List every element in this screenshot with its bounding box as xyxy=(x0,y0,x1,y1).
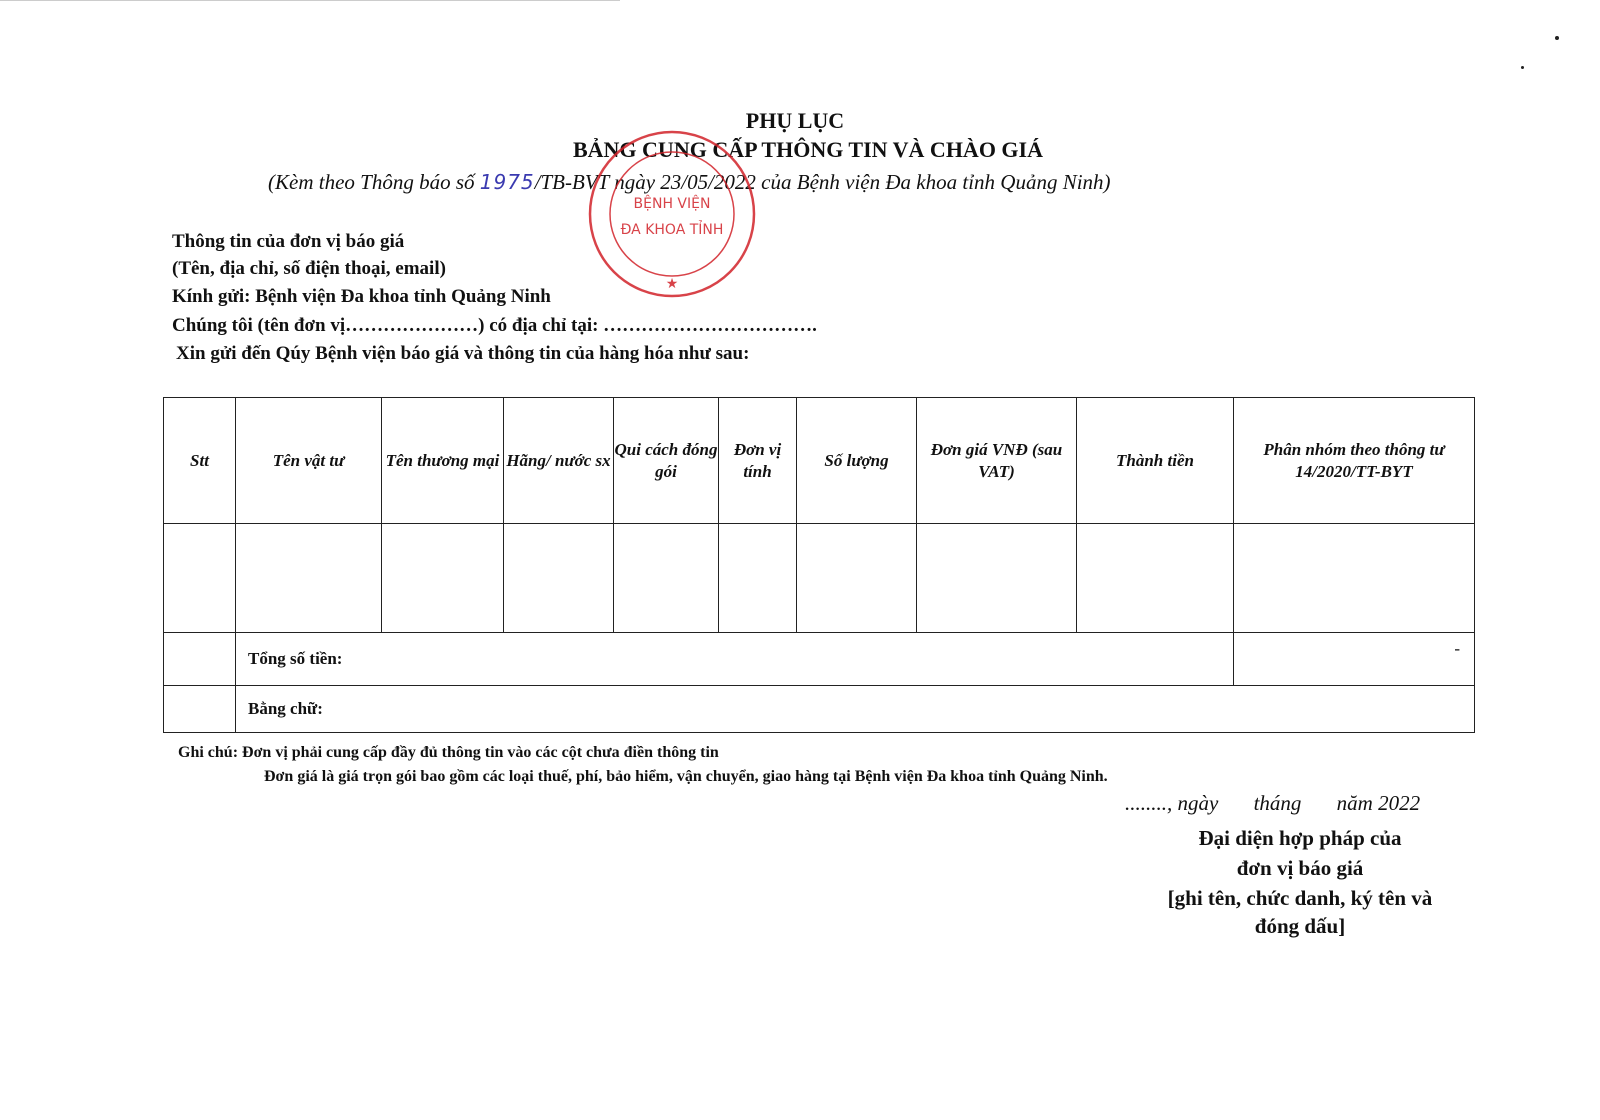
info-line-1: Thông tin của đơn vị báo giá xyxy=(172,231,405,252)
scan-edge-line xyxy=(0,0,620,1)
document-subtitle: BẢNG CUNG CẤP THÔNG TIN VÀ CHÀO GIÁ xyxy=(572,137,1043,162)
total-row xyxy=(164,633,1475,686)
table-cell[interactable] xyxy=(382,524,504,633)
header-cell-amount: Thành tiền xyxy=(1077,398,1234,524)
header-cell-trade-name: Tên thương mại xyxy=(382,398,504,524)
table-cell[interactable] xyxy=(1234,524,1475,633)
note-line-2: Đơn giá là giá trọn gói bao gồm các loại thuế, phí, bảo hiểm, vận chuyển, giao hàng tại Bệnh viện Đa khoa tỉnh Quảng Ninh. xyxy=(264,768,1108,785)
table-cell[interactable] xyxy=(504,524,614,633)
header-cell-quantity: Số lượng xyxy=(797,398,917,524)
table-cell[interactable] xyxy=(719,524,797,633)
table-cell xyxy=(164,686,236,733)
stamp-text-2: ĐA KHOA TỈNH xyxy=(620,222,724,238)
info-line-4: Chúng tôi (tên đơn vị…………………) có địa chỉ tại: ……………………………. xyxy=(172,315,817,336)
signature-line-4: đóng dấu] xyxy=(1254,914,1346,938)
info-line-5: Xin gửi đến Qúy Bệnh viện báo giá và thông tin của hàng hóa như sau: xyxy=(176,343,750,364)
words-label: Bằng chữ: xyxy=(236,686,1475,733)
table-cell xyxy=(164,633,236,686)
table-cell[interactable] xyxy=(236,524,382,633)
table-cell[interactable] xyxy=(614,524,719,633)
header-cell-item-name: Tên vật tư xyxy=(236,398,382,524)
date-day: ........, ngày xyxy=(1125,791,1219,815)
reference-suffix: /TB-BVT ngày 23/05/2022 của Bệnh viện Đa khoa tỉnh Quảng Ninh) xyxy=(534,170,1111,194)
note-line-1: Ghi chú: Đơn vị phải cung cấp đầy đủ thông tin vào các cột chưa điền thông tin xyxy=(178,744,719,761)
scan-speck xyxy=(1521,66,1524,69)
header-cell-group: Phân nhóm theo thông tư 14/2020/TT-BYT xyxy=(1234,398,1475,524)
header-cell-unit-price: Đơn giá VNĐ (sau VAT) xyxy=(917,398,1077,524)
info-line-2: (Tên, địa chỉ, số điện thoại, email) xyxy=(172,258,446,279)
signature-line-2: đơn vị báo giá xyxy=(1236,856,1364,880)
words-row xyxy=(164,686,1475,733)
header-cell-packaging: Qui cách đóng gói xyxy=(614,398,719,524)
table-cell[interactable] xyxy=(917,524,1077,633)
document-title: PHỤ LỤC xyxy=(745,108,845,133)
date-month: tháng xyxy=(1253,791,1302,815)
stamp-star-icon: ★ xyxy=(665,277,679,292)
date-year: năm 2022 xyxy=(1336,791,1421,815)
header-cell-manufacturer: Hãng/ nước sx xyxy=(504,398,614,524)
header-cell-unit: Đơn vị tính xyxy=(719,398,797,524)
signature-line-3: [ghi tên, chức danh, ký tên và xyxy=(1167,886,1433,910)
reference-prefix: (Kèm theo Thông báo số xyxy=(268,170,475,194)
table-row xyxy=(164,524,1475,633)
scan-speck xyxy=(1555,36,1559,40)
quotation-table xyxy=(163,397,1475,733)
stamp-text-1: BỆNH VIỆN xyxy=(633,196,711,212)
hospital-stamp-icon xyxy=(586,128,758,300)
handwritten-number: 1975 xyxy=(479,170,535,194)
header-cell-stt: Stt xyxy=(164,398,236,524)
table-cell[interactable] xyxy=(164,524,236,633)
table-cell[interactable] xyxy=(1077,524,1234,633)
total-value[interactable]: - xyxy=(1234,633,1475,686)
info-line-3: Kính gửi: Bệnh viện Đa khoa tỉnh Quảng Ninh xyxy=(172,286,551,307)
table-header-row xyxy=(164,398,1475,524)
signature-line-1: Đại diện hợp pháp của xyxy=(1198,826,1402,850)
table-cell[interactable] xyxy=(797,524,917,633)
date-line xyxy=(1125,791,1420,816)
total-label: Tổng số tiền: xyxy=(236,633,1234,686)
